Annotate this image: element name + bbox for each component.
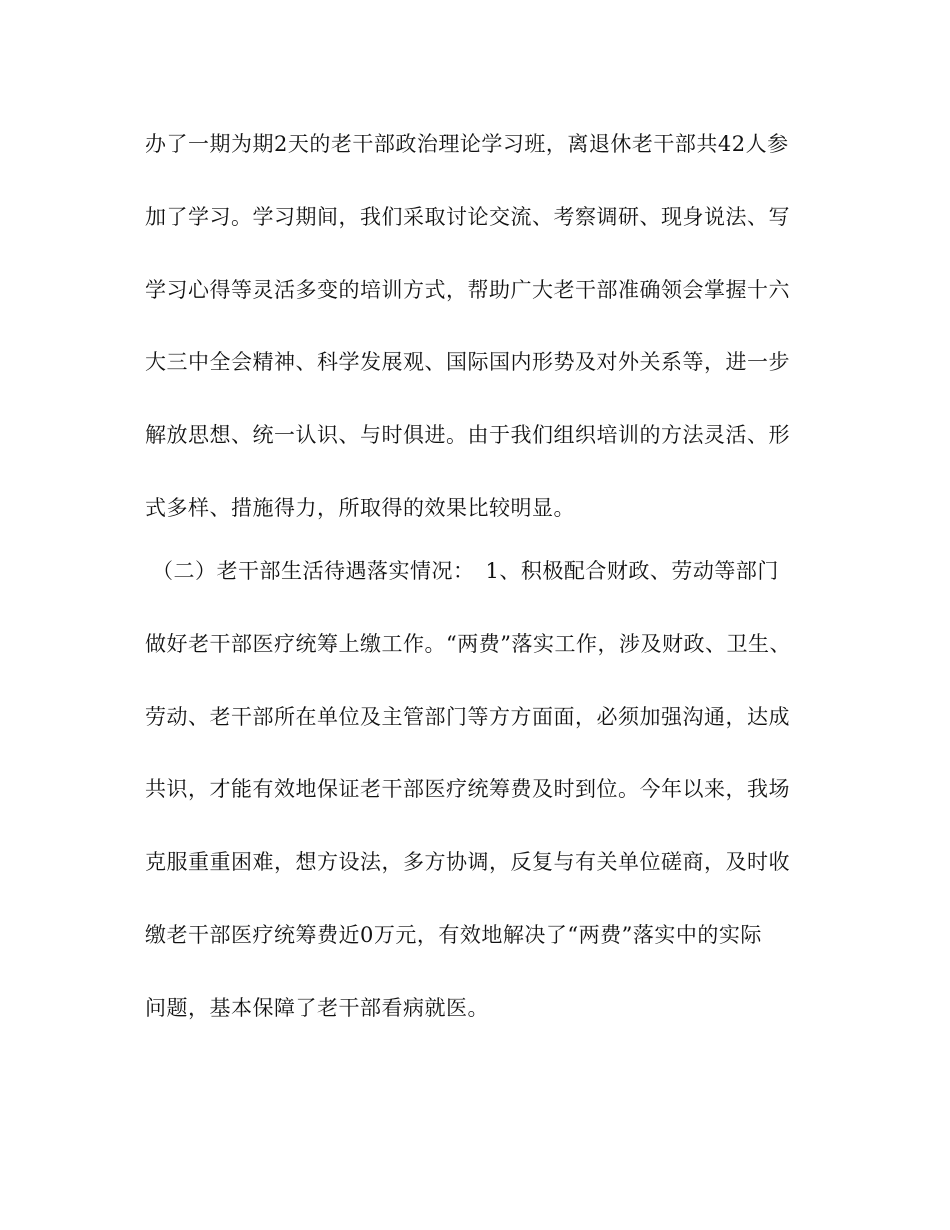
text-line-6: 式多样、措施得力，所取得的效果比较明显。 <box>145 496 575 520</box>
text-line-9: 劳动、老干部所在单位及主管部门等方方面面，必须加强沟通，达成 <box>145 705 790 729</box>
text-line-12: 缴老干部医疗统筹费近0万元，有效地解决了“两费”落实中的实际 <box>145 923 762 947</box>
text-line-8: 做好老干部医疗统筹上缴工作。“两费”落实工作，涉及财政、卫生、 <box>145 632 791 656</box>
text-line-10: 共识，才能有效地保证老干部医疗统筹费及时到位。今年以来，我场 <box>145 777 790 801</box>
text-line-2: 加了学习。学习期间，我们采取讨论交流、考察调研、现身说法、写 <box>145 205 790 229</box>
text-line-3: 学习心得等灵活多变的培训方式，帮助广大老干部准确领会掌握十六 <box>145 278 790 302</box>
section-heading-line: （二）老干部生活待遇落实情况： 1、积极配合财政、劳动等部门 <box>152 559 779 583</box>
text-line-13: 问题，基本保障了老干部看病就医。 <box>145 996 489 1020</box>
text-line-5: 解放思想、统一认识、与时俱进。由于我们组织培训的方法灵活、形 <box>145 423 790 447</box>
text-line-4: 大三中全会精神、科学发展观、国际国内形势及对外关系等，进一步 <box>145 350 790 374</box>
text-line-11: 克服重重困难，想方设法，多方协调，反复与有关单位磋商，及时收 <box>145 850 790 874</box>
text-line-1: 办了一期为期2天的老干部政治理论学习班，离退休老干部共42人参 <box>145 132 789 156</box>
